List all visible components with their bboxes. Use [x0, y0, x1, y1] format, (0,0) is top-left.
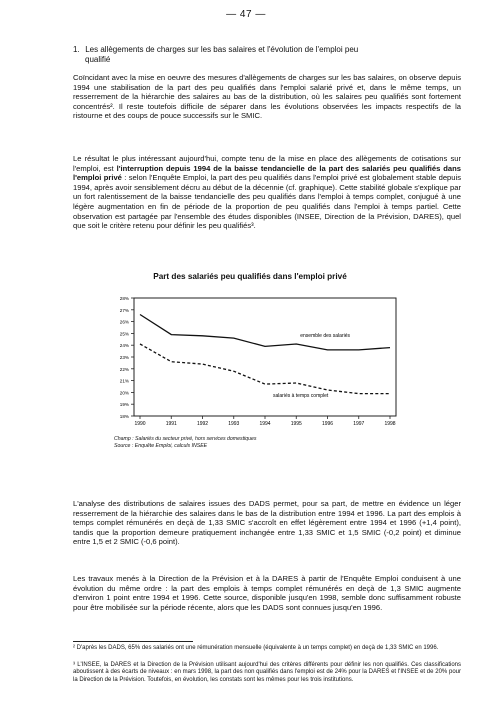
page-number: — 47 —: [226, 9, 266, 20]
y-tick-label: 27%: [119, 307, 129, 313]
footnote-3: ³ L'INSEE, la DARES et la Direction de la Prévision utilisant aujourd'hui des critères différents pour définir les non qualifiés. Ces classifications aboutissent à des écarts de niveaux : en mars 1998, la part des non qualifiés dans l'emploi est de 24% pour la DARES et l'INSEE et de 20% pour la Direction de la Prévision. Toutefois, en évolution, les constats sont les mêmes pour les trois institutions.: [73, 662, 461, 683]
series-label-2: salariés à temps complet: [273, 393, 329, 400]
y-tick-label: 24%: [119, 343, 129, 349]
y-tick-label: 18%: [119, 414, 129, 419]
footnote-separator: [73, 641, 193, 642]
footnote-2: ² D'après les DADS, 65% des salariés ont une rémunération mensuelle (équivalente à un temps complet) en deçà de 1,33 SMIC en 1996.: [73, 645, 439, 651]
chart-source-note: Source : Enquête Emploi, calculs INSEE: [114, 443, 208, 449]
x-tick-label: 1993: [228, 421, 240, 427]
y-tick-label: 19%: [119, 402, 129, 408]
paragraph-4: Les travaux menés à la Direction de la Prévision et à la DARES à partir de l'Enquête Emploi conduisent à une évolution du même ordre : la part des emplois à temps complet rémunérés en deçà de 1,3 SMIC augmente d'environ 1 point entre 1994 et 1996. Cette source, disponible jusqu'en 1998, semble donc suffisamment robuste pour être mobilisée sur la période récente, alors que les DADS sont connues jusqu'en 1996.: [73, 574, 461, 612]
plot-frame: [134, 298, 396, 416]
series-line-2: [140, 344, 390, 394]
paragraph-1: Coïncidant avec la mise en oeuvre des mesures d'allègements de charges sur les bas salaires, on observe depuis 1994 une stabilisation de la part des peu qualifiés dans l'emploi salarié privé et, dans le même temps, un resserrement de la hiérarchie des salaires au bas de la distribution, où les salaires peu qualifiés sont fortement concentrés². Il reste toutefois difficile de séparer dans les évolutions observées les impacts respectifs de la ristourne et des coups de pouce successifs sur le SMIC.: [73, 73, 461, 121]
x-tick-label: 1992: [196, 421, 209, 427]
y-tick-label: 26%: [119, 319, 129, 325]
paragraph-3: L'analyse des distributions de salaires issues des DADS permet, pour sa part, de mettre en évidence un léger resserrement de la hiérarchie des salaires dans le bas de la distribution entre 1994 et 1996. La part des emplois à temps complet rémunérés en deçà de 1,33 SMIC s'accroît en effet légèrement entre 1994 et 1996 (+1,4 point), tandis que la proportion demeure pratiquement inchangée entre 1,33 SMIC et 1,5 SMIC (-0,2 point) et diminue entre 1,5 et 2 SMIC (-0,6 point).: [73, 499, 461, 547]
y-tick-label: 25%: [119, 331, 129, 337]
series-label-1: ensemble des salariés: [300, 333, 350, 340]
y-tick-label: 22%: [119, 366, 129, 372]
y-tick-label: 23%: [119, 355, 129, 360]
section-heading-number: 1.: [73, 45, 80, 54]
x-tick-label: 1991: [165, 421, 177, 427]
series-line-1: [140, 315, 390, 350]
x-tick-label: 1997: [353, 421, 365, 427]
section-heading-line2: qualifié: [85, 55, 111, 64]
x-tick-label: 1994: [259, 421, 271, 427]
y-tick-label: 20%: [119, 390, 129, 396]
x-tick-label: 1990: [134, 421, 146, 427]
section-heading-line1: Les allègements de charges sur les bas salaires et l'évolution de l'emploi peu: [85, 45, 359, 54]
y-tick-label: 21%: [119, 378, 129, 384]
section-heading: [73, 45, 461, 65]
x-tick-label: 1995: [290, 421, 302, 427]
x-tick-label: 1998: [384, 421, 396, 427]
paragraph-2: Le résultat le plus intéressant aujourd'hui, compte tenu de la mise en place des allègements de cotisations sur l'emploi, est l'interruption depuis 1994 de la baisse tendancielle de la part des salariés peu qualifiés dans l'emploi privé : selon l'Enquête Emploi, la part des peu qualifiés dans l'emploi privé est globalement stable depuis 1994, après avoir sensiblement décru au début de la décennie (cf. graphique). Cette stabilité globale s'explique par un fort ralentissement de la baisse tendancielle des peu qualifiés dans l'emploi à temps complet, conjugué à une légère augmentation en fin de période de la proportion de peu qualifiés dans l'emploi à temps partiel. Cette observation est partagée par l'ensemble des études disponibles (INSEE, Direction de la Prévision, DARES), quel que soit le critère retenu pour définir les peu qualifiés³.: [73, 154, 461, 231]
emphasis-text: l'interruption depuis 1994 de la baisse tendancielle de la part des salariés peu qualifiés dans l'emploi privé: [73, 163, 461, 183]
y-tick-label: 28%: [119, 296, 129, 301]
line-chart: [110, 292, 400, 434]
x-tick-label: 1996: [321, 421, 334, 427]
chart-scope-note: Champ : Salariés du secteur privé, hors services domestiques: [114, 436, 257, 442]
chart-title: Part des salariés peu qualifiés dans l'emploi privé: [153, 272, 347, 281]
